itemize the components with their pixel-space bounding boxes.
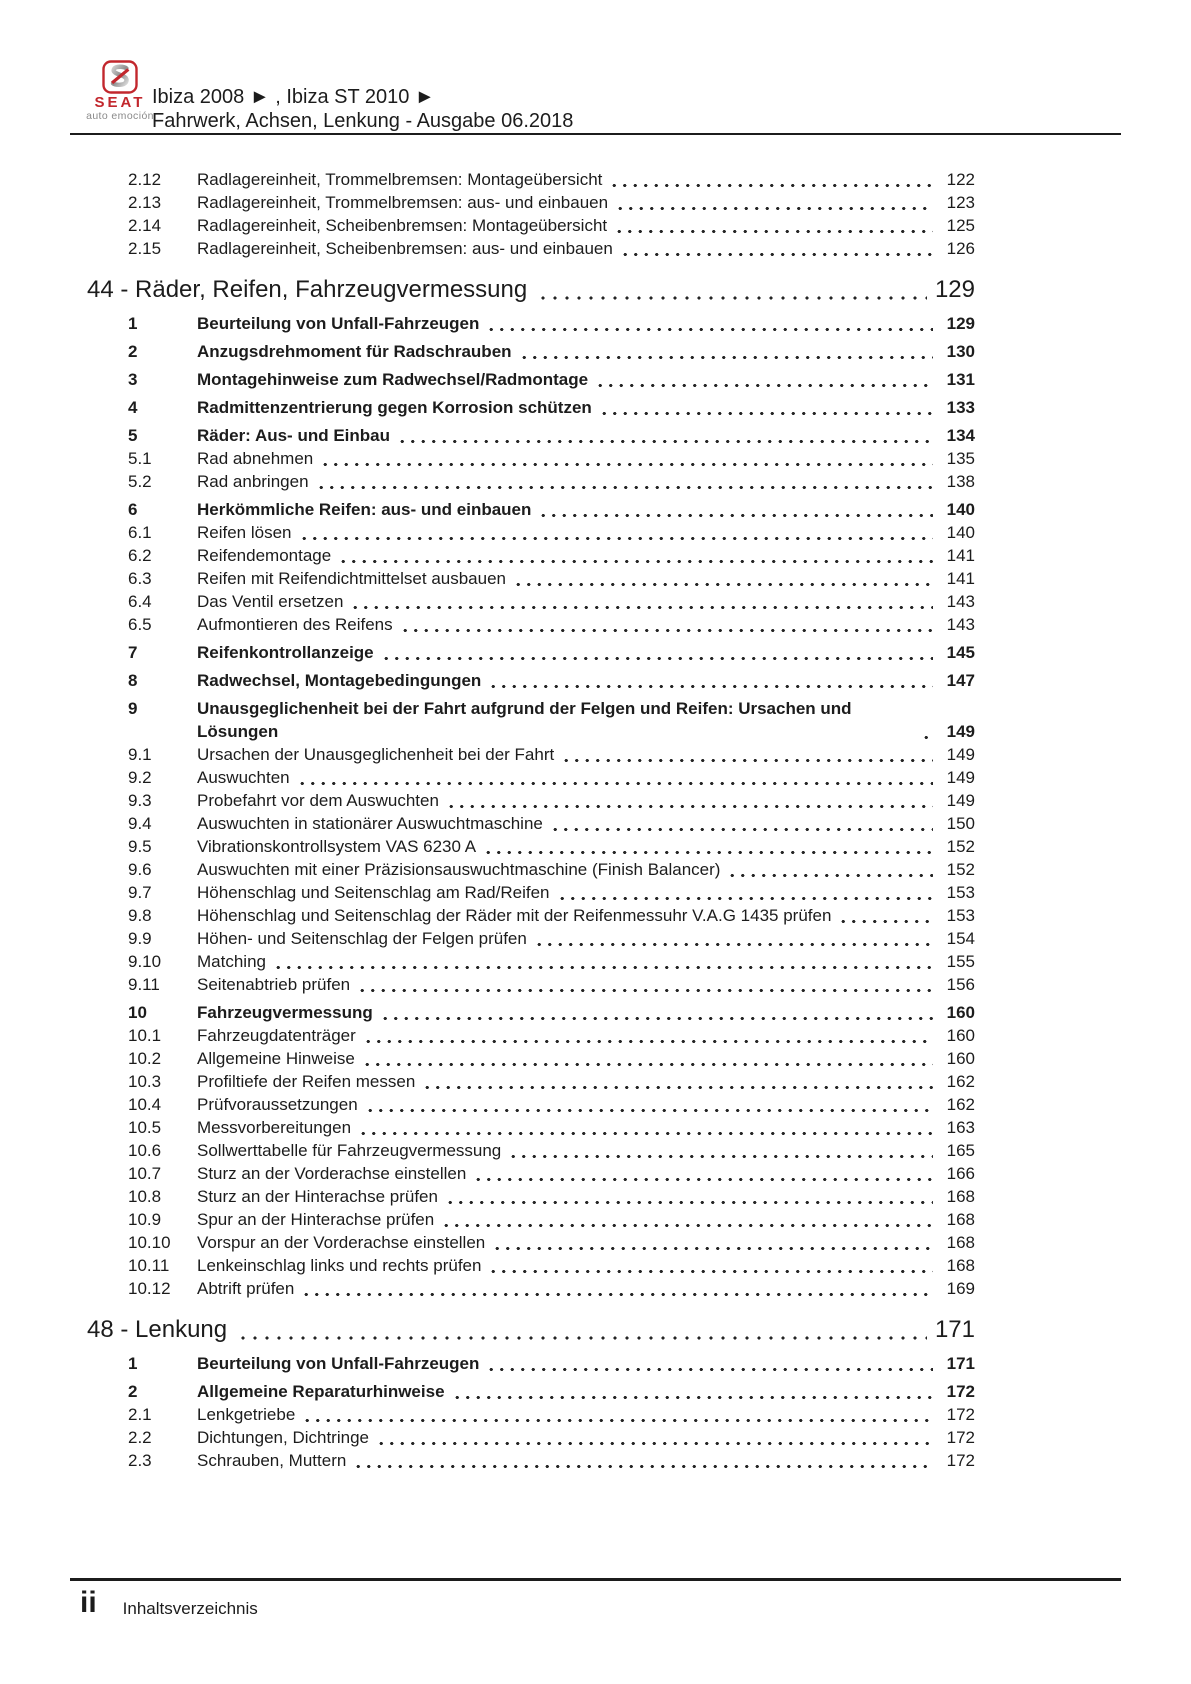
toc-entry-title: Reifen lösen [197,523,292,542]
toc-entry-title: Radlagereinheit, Trommelbremsen: aus- und einbauen [197,193,609,212]
toc-entry [87,1254,975,1277]
toc-entry-title: Aufmontieren des Reifens [197,615,393,634]
toc-entry [87,766,975,789]
toc-entry-page: 168 [946,1187,975,1206]
toc-entry-title: Prüfvoraussetzungen [197,1095,358,1114]
toc-entry-page: 172 [946,1382,975,1401]
toc-entry [87,1162,975,1185]
dot-leader [557,883,933,901]
toc-entry-title: Räder: Aus- und Einbau [197,426,390,445]
toc-entry-page: 160 [946,1026,975,1045]
toc-entry-title: Spur an der Hinterachse prüfen [197,1210,435,1229]
toc-entry-page: 168 [946,1256,975,1275]
toc-entry [87,1116,975,1139]
dot-leader [727,860,933,878]
toc-entry-number: 3 [128,370,138,389]
toc-entry-page: 162 [946,1072,975,1091]
toc-entry-page: 156 [946,975,975,994]
toc-entry-page: 149 [946,745,975,764]
toc-entry-number: 10.2 [128,1049,162,1068]
toc-entry-title: Höhenschlag und Seitenschlag der Räder mit der Reifenmessuhr V.A.G 1435 prüfen [197,906,832,925]
toc-entry-title: Radlagereinheit, Trommelbremsen: Montageübersicht [197,170,603,189]
toc-entry [87,1024,975,1047]
dot-leader [620,239,933,257]
dot-leader [473,1164,933,1182]
toc-entry-page: 152 [946,837,975,856]
toc-entry-number: 10.11 [128,1256,170,1275]
dot-leader [488,671,933,689]
toc-entry-title: Rad abnehmen [197,449,314,468]
toc-entry-number: 5.2 [128,472,152,491]
toc-entry-page: 129 [946,314,975,333]
toc-entry-page: 155 [946,952,975,971]
model-title: Ibiza 2008 ► , Ibiza ST 2010 ► [152,86,435,108]
dot-leader [483,837,933,855]
toc-entry [87,191,975,214]
toc-entry [87,424,975,447]
toc-entry-page: 138 [946,472,975,491]
toc-entry [87,470,975,493]
dot-leader [561,745,933,763]
toc-entry-page: 153 [946,906,975,925]
dot-leader [486,1354,933,1372]
toc-entry-number: 6.1 [128,523,152,542]
toc-entry-number: 10.8 [128,1187,162,1206]
toc-entry [87,1231,975,1254]
toc-entry-title: Radlagereinheit, Scheibenbremsen: aus- und einbauen [197,239,613,258]
toc-entry-page: 134 [946,426,975,445]
toc-entry-page: 140 [946,523,975,542]
toc-entry-number: 9.11 [128,975,160,994]
toc-entry-number: 9.7 [128,883,152,902]
toc-entry-title: Sollwerttabelle für Fahrzeugvermessung [197,1141,502,1160]
footer-label: Inhaltsverzeichnis [122,1599,258,1618]
toc-entry-title: Sturz an der Vorderachse einstellen [197,1164,467,1183]
dot-leader [422,1072,933,1090]
toc-entry-page: 172 [946,1428,975,1447]
dot-leader [538,500,933,518]
toc-entry-title: Lenkgetriebe [197,1405,296,1424]
toc-entry [87,835,975,858]
toc-entry-page: 122 [946,170,975,189]
dot-leader [537,279,927,301]
footer-divider [70,1578,1121,1581]
toc-entry-page: 165 [946,1141,975,1160]
toc-entry-number: 5 [128,426,138,445]
toc-entry-number: 7 [128,643,138,662]
toc-entry [87,1070,975,1093]
toc-entry-title: Allgemeine Reparaturhinweise [197,1382,445,1401]
toc-entry [87,641,975,664]
toc-entry-title: Abtrift prüfen [197,1279,295,1298]
toc-entry-title: Schrauben, Muttern [197,1451,347,1470]
toc-entry-number: 9.2 [128,768,152,787]
toc-entry-page: 129 [934,276,975,303]
toc-entry-number: 6 [128,500,138,519]
toc-entry-title: Rad anbringen [197,472,309,491]
dot-leader [609,170,933,188]
dot-leader [376,1428,933,1446]
toc-entry-title: Höhenschlag und Seitenschlag am Rad/Reifen [197,883,550,902]
toc-entry-page: 171 [946,1354,975,1373]
toc-entry [87,312,975,335]
toc-entry-number: 10.1 [128,1026,162,1045]
toc-entry [87,447,975,470]
toc-entry-number: 9.9 [128,929,152,948]
page-footer [80,1586,258,1620]
toc-entry-number: 6.5 [128,615,152,634]
toc-entry-number: 10.12 [128,1279,171,1298]
toc-entry-title: Messvorbereitungen [197,1118,352,1137]
toc-chapter-heading [87,274,975,306]
toc-entry-page: 172 [946,1405,975,1424]
toc-entry [87,590,975,613]
dot-leader [299,523,933,541]
document-header-titles [152,85,573,133]
toc-entry-title: Reifendemontage [197,546,332,565]
toc-entry-number: 2 [128,342,138,361]
toc-entry-title: Reifenkontrollanzeige [197,643,374,662]
toc-entry [87,789,975,812]
toc-entry-title: Radmittenzentrierung gegen Korrosion schützen [197,398,592,417]
dot-leader [599,398,933,416]
toc-entry-number: 9.5 [128,837,152,856]
dot-leader [338,546,933,564]
toc-entry-page: 163 [946,1118,975,1137]
toc-entry-number: 1 [128,314,138,333]
toc-entry-page: 140 [946,500,975,519]
toc-entry-title: Reifen mit Reifendichtmittelset ausbauen [197,569,506,588]
seat-logo [86,60,154,122]
toc-entry-number: 9.1 [128,745,152,764]
toc-entry-number: 10.5 [128,1118,162,1137]
dot-leader [362,1049,933,1067]
toc-entry-number: 2.14 [128,216,162,235]
toc-entry [87,669,975,692]
toc-entry [87,1047,975,1070]
dot-leader [397,426,933,444]
toc-entry-page: 123 [946,193,975,212]
toc-entry-number: 2.1 [128,1405,152,1424]
toc-entry-number: 2.15 [128,239,162,258]
toc-entry [87,1403,975,1426]
toc-entry-number: 6.3 [128,569,152,588]
toc-entry-page: 130 [946,342,975,361]
toc-entry-number: 5.1 [128,449,152,468]
seat-tagline: auto emoción [86,110,154,122]
dot-leader [363,1026,933,1044]
toc-entry-title: Radlagereinheit, Scheibenbremsen: Montageübersicht [197,216,608,235]
toc-entry [87,214,975,237]
toc-entry-number: 2.12 [128,170,162,189]
toc-entry-page: 149 [946,791,975,810]
toc-entry-title: Vorspur an der Vorderachse einstellen [197,1233,486,1252]
toc-entry-title: Beurteilung von Unfall-Fahrzeugen [197,1354,480,1373]
toc-entry-number: 4 [128,398,138,417]
toc-entry-page: 149 [946,768,975,787]
toc-chapter-heading [87,1314,975,1346]
dot-leader [921,722,933,740]
toc-entry-number: 8 [128,671,138,690]
dot-leader [486,314,933,332]
toc-entry [87,1380,975,1403]
dot-leader [353,1451,933,1469]
toc-entry-number: 9.3 [128,791,152,810]
toc-entry-title: Beurteilung von Unfall-Fahrzeugen [197,314,480,333]
toc-entry-page: 125 [946,216,975,235]
toc-entry [87,1139,975,1162]
dot-leader [614,216,933,234]
toc-entry-number: 10.10 [128,1233,171,1252]
toc-entry [87,340,975,363]
toc-entry-page: 168 [946,1233,975,1252]
toc-entry-page: 141 [946,546,975,565]
toc-entry-number: 6.2 [128,546,152,565]
dot-leader [357,975,933,993]
toc-entry-number: 2.2 [128,1428,152,1447]
toc-entry-page: 168 [946,1210,975,1229]
toc-entry-number: 10 [128,1003,147,1022]
toc-entry-number: 10.9 [128,1210,162,1229]
dot-leader [488,1256,933,1274]
toc-entry-title: Auswuchten mit einer Präzisionsauswuchtmaschine (Finish Balancer) [197,860,721,879]
toc-entry-page: 147 [946,671,975,690]
dot-leader [508,1141,933,1159]
toc-entry-number: 10.7 [128,1164,162,1183]
toc-entry-number: 10.6 [128,1141,162,1160]
toc-entry-page: 169 [946,1279,975,1298]
toc-entry [87,973,975,996]
toc-entry-page: 135 [946,449,975,468]
dot-leader [519,342,933,360]
toc-entry-page: 172 [946,1451,975,1470]
toc-entry-page: 149 [946,722,975,741]
toc-entry-page: 126 [946,239,975,258]
toc-entry-title: Lenkeinschlag links und rechts prüfen [197,1256,482,1275]
toc-entry-title: Herkömmliche Reifen: aus- und einbauen [197,500,532,519]
toc-entry-number: 2 [128,1382,138,1401]
dot-leader [273,952,933,970]
toc-entry-title: Fahrzeugvermessung [197,1003,373,1022]
toc-entry-page: 153 [946,883,975,902]
toc-entry [87,743,975,766]
dot-leader [381,643,933,661]
toc-entry-page: 143 [946,615,975,634]
toc-entry-number: 9.10 [128,952,162,971]
dot-leader [365,1095,933,1113]
toc-entry-title: Höhen- und Seitenschlag der Felgen prüfen [197,929,527,948]
seat-logo-icon [102,60,138,94]
toc-entry [87,904,975,927]
toc-entry-page: 133 [946,398,975,417]
toc-entry-page: 143 [946,592,975,611]
dot-leader [358,1118,933,1136]
toc-entry [87,1093,975,1116]
dot-leader [400,615,933,633]
toc-entry-title: Matching [197,952,266,971]
manual-title: Fahrwerk, Achsen, Lenkung - Ausgabe 06.2018 [152,110,574,132]
dot-leader [446,791,933,809]
dot-leader [550,814,933,832]
footer-page-number: ii [80,1586,97,1619]
toc-entry-title: Montagehinweise zum Radwechsel/Radmontage [197,370,589,389]
dot-leader [513,569,933,587]
toc-entry-title: Das Ventil ersetzen [197,592,344,611]
toc-entry [87,1277,975,1300]
toc-entry-page: 141 [946,569,975,588]
toc-entry [87,812,975,835]
toc-entry-title: Ursachen der Unausgeglichenheit bei der Fahrt [197,745,555,764]
toc-entry [87,1426,975,1449]
toc-entry [87,927,975,950]
toc-entry-title: Auswuchten [197,768,290,787]
toc-entry [87,368,975,391]
dot-leader [445,1187,933,1205]
toc-entry [87,950,975,973]
dot-leader [301,1279,933,1297]
dot-leader [380,1003,933,1021]
toc-entry [87,613,975,636]
toc-entry-page: 166 [946,1164,975,1183]
toc-entry-title: Unausgeglichenheit bei der Fahrt aufgrund der Felgen und Reifen: Ursachen und Lösungen [197,699,852,741]
dot-leader [320,449,933,467]
toc-entry-title: Sturz an der Hinterachse prüfen [197,1187,438,1206]
toc-entry-title: Profiltiefe der Reifen messen [197,1072,416,1091]
dot-leader [534,929,933,947]
toc-entry-title: Vibrationskontrollsystem VAS 6230 A [197,837,477,856]
dot-leader [838,906,933,924]
dot-leader [595,370,933,388]
dot-leader [237,1319,927,1341]
toc-entry-title: 44 - Räder, Reifen, Fahrzeugvermessung [87,276,528,303]
toc-entry-number: 9.8 [128,906,152,925]
dot-leader [350,592,933,610]
toc-entry-page: 160 [946,1049,975,1068]
toc-entry-title: Probefahrt vor dem Auswuchten [197,791,439,810]
toc-entry-number: 1 [128,1354,138,1373]
toc-entry-page: 160 [946,1003,975,1022]
toc-entry-number: 10.4 [128,1095,162,1114]
toc-entry [87,498,975,521]
toc-entry-number: 9.4 [128,814,152,833]
toc-entry-page: 154 [946,929,975,948]
toc-entry [87,1001,975,1024]
toc-entry-number: 9 [128,699,138,718]
toc-entry-number: 10.3 [128,1072,162,1091]
toc-entry-title: 48 - Lenkung [87,1316,228,1343]
toc-entry [87,521,975,544]
toc-entry-title: Auswuchten in stationärer Auswuchtmaschine [197,814,543,833]
toc-entry-page: 152 [946,860,975,879]
toc-entry-number: 2.3 [128,1451,152,1470]
toc-entry-page: 131 [946,370,975,389]
dot-leader [492,1233,933,1251]
dot-leader [441,1210,933,1228]
toc-entry-number: 6.4 [128,592,152,611]
dot-leader [316,472,933,490]
toc-entry-page: 162 [946,1095,975,1114]
toc-entry-number: 2.13 [128,193,162,212]
dot-leader [302,1405,933,1423]
toc-entry [87,168,975,191]
toc-entry [87,1352,975,1375]
dot-leader [452,1382,933,1400]
dot-leader [615,193,933,211]
toc-entry-title: Fahrzeugdatenträger [197,1026,356,1045]
toc-entry-title: Dichtungen, Dichtringe [197,1428,369,1447]
toc-entry-title: Seitenabtrieb prüfen [197,975,351,994]
toc-entry-page: 171 [934,1316,975,1343]
dot-leader [297,768,933,786]
toc-entry-page: 150 [946,814,975,833]
toc-entry [87,237,975,260]
toc-entry [87,881,975,904]
toc-entry-title: Allgemeine Hinweise [197,1049,355,1068]
table-of-contents [87,152,975,1472]
toc-entry [87,858,975,881]
toc-entry [87,1208,975,1231]
toc-entry-title: Anzugsdrehmoment für Radschrauben [197,342,512,361]
toc-entry [87,396,975,419]
toc-entry-page: 145 [946,643,975,662]
toc-entry [87,567,975,590]
toc-entry-title: Radwechsel, Montagebedingungen [197,671,482,690]
header-divider [70,133,1121,135]
toc-entry [87,697,975,743]
toc-entry-number: 9.6 [128,860,152,879]
toc-entry [87,1185,975,1208]
toc-entry [87,544,975,567]
seat-wordmark: SEAT [94,94,146,111]
toc-entry [87,1449,975,1472]
